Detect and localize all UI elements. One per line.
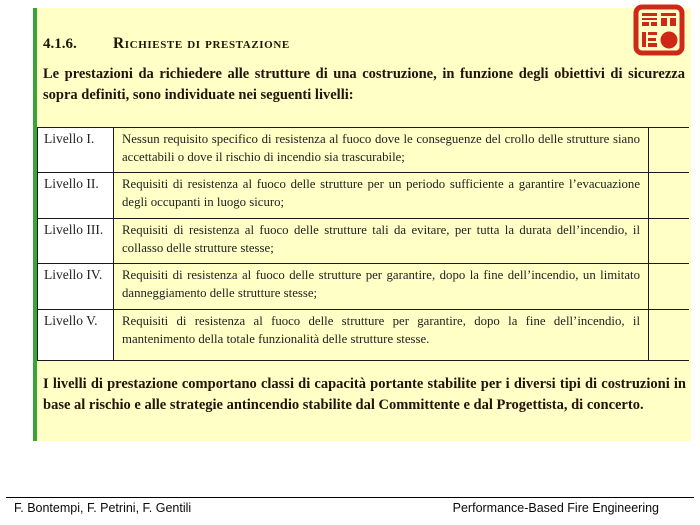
footer-authors: F. Bontempi, F. Petrini, F. Gentili: [14, 501, 192, 515]
table-row: [37, 309, 689, 360]
level-cell: Livello III.: [37, 219, 114, 263]
seal-stamp-icon: [633, 4, 685, 56]
section-number: 4.1.6.: [43, 36, 77, 52]
level-cell: Livello II.: [37, 173, 114, 218]
description-cell: Requisiti di resistenza al fuoco delle strutture per garantire, dopo la fine dell’incendio, il mantenimento della totale funzionalità delle strutture stesse.: [122, 314, 640, 346]
section-heading: [43, 35, 290, 53]
footer-conference-title: Performance-Based Fire Engineering: [452, 501, 659, 515]
description-cell: Requisiti di resistenza al fuoco delle strutture tali da evitare, per tutta la durata dell’incendio, il collasso delle strutture stesse;: [122, 223, 640, 255]
closing-paragraph: I livelli di prestazione comportano classi di capacità portante stabilite per i diversi tipi di costruzioni in base al rischio e alle strategie antincendio stabilite dal Committente e dal Progettista, di concerto.: [43, 376, 686, 413]
footer-divider: [6, 497, 694, 498]
intro-paragraph: Le prestazioni da richiedere alle strutture di una costruzione, in funzione degli obiettivi di sicurezza sopra definiti, sono individuate nei seguenti livelli:: [43, 66, 685, 103]
level-cell: Livello IV.: [37, 264, 114, 309]
section-title: Richieste di prestazione: [113, 35, 290, 52]
slide-body: [33, 8, 691, 441]
footer: [14, 501, 659, 515]
table-row: [37, 172, 689, 218]
table-row: [37, 263, 689, 309]
table-right-border: [648, 127, 649, 360]
description-cell: Requisiti di resistenza al fuoco delle strutture per garantire, dopo la fine dell’incendio, un limitato danneggiamento delle strutture stesse;: [122, 268, 640, 300]
table-row: [37, 127, 689, 172]
description-cell: Nessun requisito specifico di resistenza al fuoco dove le conseguenze del crollo delle strutture siano accettabili o dove il rischio di incendio sia trascurabile;: [122, 132, 640, 164]
level-cell: Livello V.: [37, 310, 114, 360]
table-row: [37, 218, 689, 263]
level-cell: Livello I.: [37, 128, 114, 172]
levels-table: [37, 127, 689, 361]
description-cell: Requisiti di resistenza al fuoco delle strutture per un periodo sufficiente a garantire l’evacuazione degli occupanti in luogo sicuro;: [122, 177, 640, 209]
